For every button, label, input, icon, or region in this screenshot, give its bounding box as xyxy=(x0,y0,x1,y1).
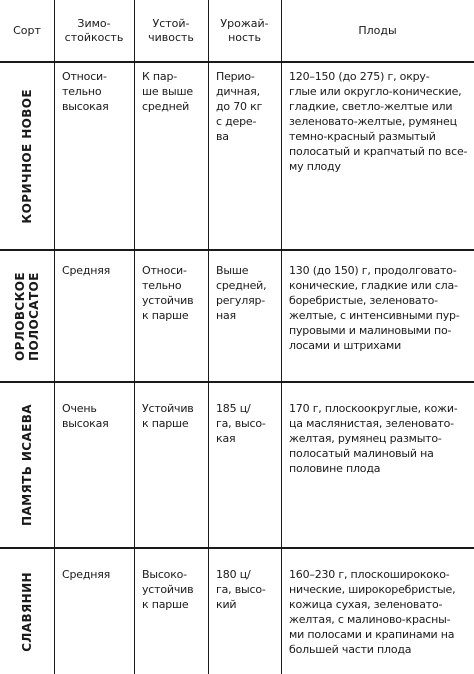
variety-name-cell xyxy=(0,63,54,249)
fruits-description-cell: 170 г, плоскоокруглые, кожи- ца маслянистая, зеленовато- желтая, румянец размыто- полосатый малиновый на половине плода xyxy=(289,402,458,475)
header-winter-label: Зимо- стойкость xyxy=(64,16,124,44)
yield-cell: 185 ц/ га, высо- кая xyxy=(216,402,266,445)
winter-hardiness-cell: Очень высокая xyxy=(62,402,109,430)
table-row xyxy=(0,63,474,251)
header-sort-label: Сорт xyxy=(13,23,41,37)
variety-name: ПАМЯТЬ ИСАЕВА xyxy=(20,404,34,526)
fruits-description-cell: 160–230 г, плоскоширококо- нические, широкоребристые, кожица сухая, зеленовато- желтая, с малиново-красны- ми полосами и крапинами на большей части плода xyxy=(289,568,456,656)
yield-cell: 180 ц/ га, высо- кий xyxy=(216,568,266,611)
scab-resistance-cell: Высоко- устойчив к парше xyxy=(142,568,194,611)
table-header xyxy=(0,0,474,63)
variety-name: СЛАВЯНИН xyxy=(20,571,34,652)
header-fruits-label: Плоды xyxy=(358,23,397,37)
header-fruits xyxy=(281,0,474,61)
winter-hardiness-cell: Относи- тельно высокая xyxy=(62,70,109,113)
header-sort xyxy=(0,0,54,61)
scab-resistance-cell: Устойчив к парше xyxy=(142,402,194,430)
yield-cell: Выше средней, регуляр- ная xyxy=(216,264,267,322)
table-row xyxy=(0,383,474,549)
table-row xyxy=(0,251,474,383)
header-yield xyxy=(208,0,281,61)
fruits-description-cell: 120–150 (до 275) г, окру- глые или округло-конические, гладкие, светло-желтые или зеленовато-желтые, румянец темно-красный размытый полосатый и крапчатый по все- му плоду xyxy=(289,70,468,173)
yield-cell: Перио- дичная, до 70 кг с дере- ва xyxy=(216,70,263,143)
fruits-description-cell: 130 (до 150) г, продолговато- конические, гладкие или сла- боребристые, зеленовато- желтые, с интенсивными пур- пуровыми и малиновыми по- лосами и штрихами xyxy=(289,264,460,352)
variety-name-cell xyxy=(0,383,54,547)
header-winter-hardiness xyxy=(54,0,134,61)
header-resistance-label: Устой- чивость xyxy=(148,16,194,44)
winter-hardiness-cell: Средняя xyxy=(62,264,111,277)
variety-name-cell xyxy=(0,549,54,674)
header-yield-label: Урожай- ность xyxy=(220,16,269,44)
table-row xyxy=(0,549,474,674)
winter-hardiness-cell: Средняя xyxy=(62,568,111,581)
scab-resistance-cell: Относи- тельно устойчив к парше xyxy=(142,264,194,322)
header-resistance xyxy=(134,0,208,61)
scab-resistance-cell: К пар- ше выше средней xyxy=(142,70,193,113)
variety-name: КОРИЧНОЕ НОВОЕ xyxy=(20,88,34,224)
variety-name-cell xyxy=(0,251,54,381)
variety-name: ОРЛОВСКОЕ ПОЛОСАТОЕ xyxy=(13,271,41,361)
